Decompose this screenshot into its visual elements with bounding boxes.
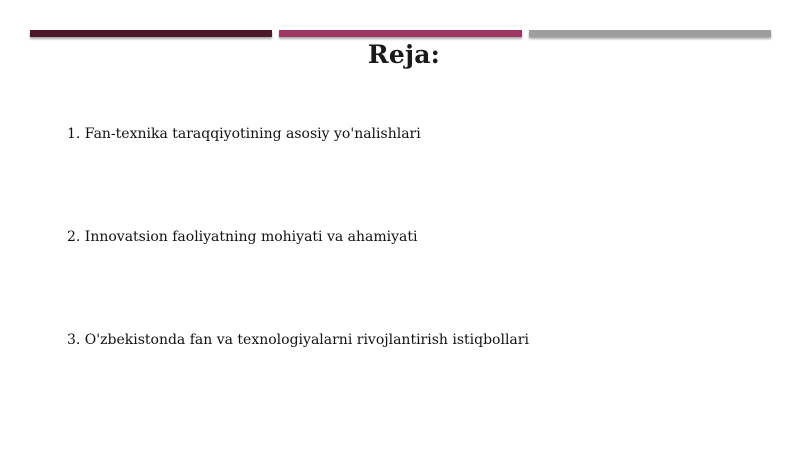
plan-item-3: 3. O'zbekistonda fan va texnologiyalarni rivojlantirish istiqbollari [67, 332, 529, 348]
header-bar-dark [30, 30, 272, 37]
slide-title: Reja: [367, 40, 441, 69]
plan-item-1: 1. Fan-texnika taraqqiyotining asosiy yo'nalishlari [67, 126, 421, 142]
header-decoration-bars [30, 30, 771, 38]
header-bar-gray [529, 30, 771, 37]
plan-item-2: 2. Innovatsion faoliyatning mohiyati va ahamiyati [67, 229, 418, 245]
header-bar-magenta [279, 30, 522, 37]
